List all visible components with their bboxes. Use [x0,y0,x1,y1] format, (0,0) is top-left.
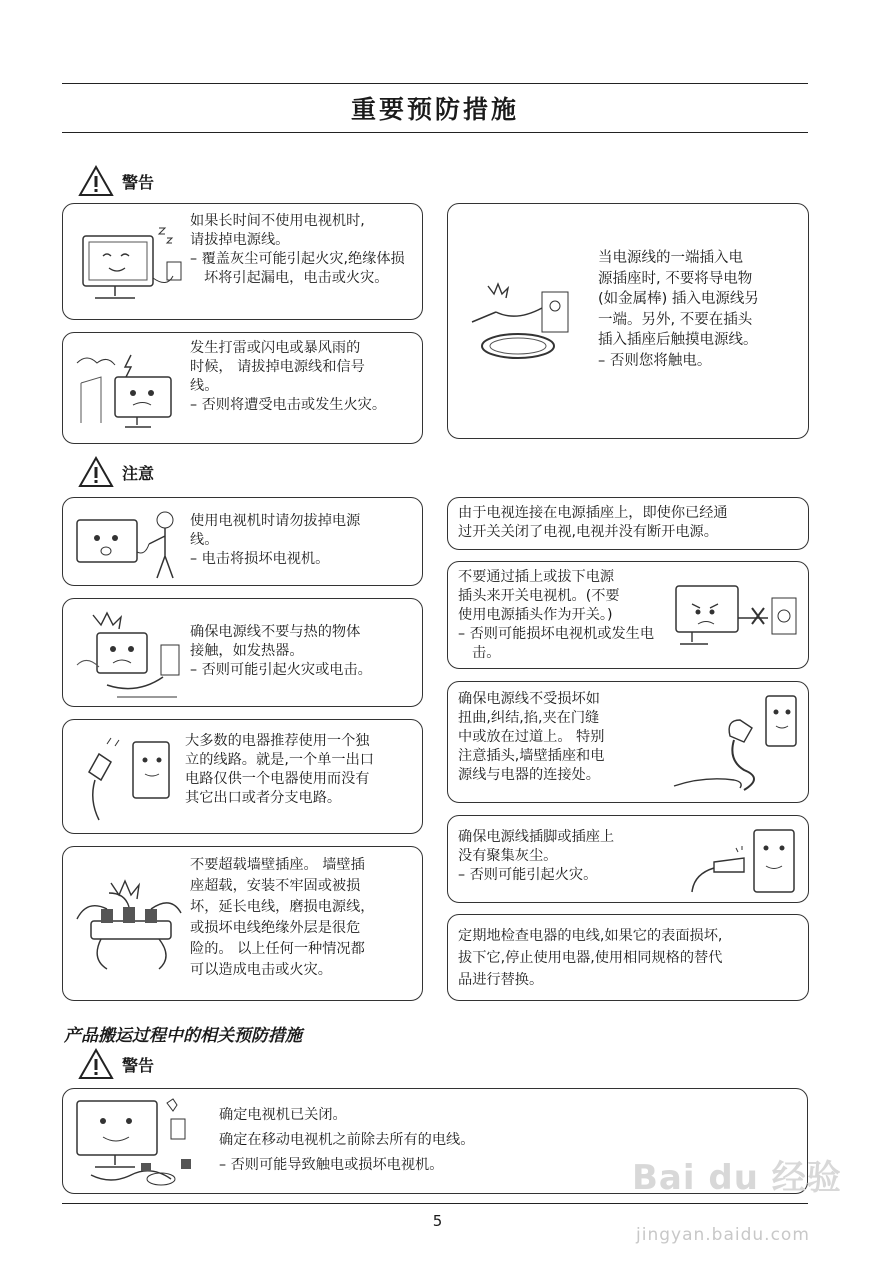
caution-heading [78,456,154,488]
caution-r4-line-2: 没有聚集灰尘。 [458,848,558,864]
outlet-plug-illustration [77,732,183,824]
caution-r5-line-2: 拔下它,停止使用电器,使用相同规格的替代 [458,950,723,966]
title-rule [62,132,808,133]
plug-shock-illustration [462,272,580,372]
tv-sleeping-illustration [75,218,187,306]
caution-box-circuit [62,719,423,834]
caution-box-dust [447,815,809,903]
caution-r5-line-1: 定期地检查电器的电线,如果它的表面损坏, [458,928,723,944]
transport-line-2: 确定在移动电视机之前除去所有的电线。 [219,1132,475,1148]
watermark-url: jingyan.baidu.com [636,1225,810,1245]
warning-box-thunder [62,332,423,444]
warning-3-line-4: 一端。另外, 不要在插头 [598,311,753,328]
caution-l1-line-1: 使用电视机时请勿拔掉电源 [190,513,361,529]
warning-2-bullet: – 否则将遭受电击或发生火灾。 [190,397,387,413]
caution-box-inspect [447,914,809,1001]
tv-cables-illustration [71,1093,201,1191]
caution-r3-line-1: 确保电源线不受损坏如 [458,691,600,707]
caution-r2-line-2: 插头来开关电视机。(不要 [458,588,620,604]
warning-box-unplug [62,203,423,320]
caution-l4-line-5: 险的。 以上任何一种情况都 [190,941,365,957]
warning-1-bullet: – 覆盖灰尘可能引起火灾,绝缘体损坏将引起漏电，电击或火灾。 [190,251,405,286]
caution-l4-line-6: 可以造成电击或火灾。 [190,962,332,978]
caution-l1-bullet: – 电击将损坏电视机。 [190,551,330,567]
transport-heading: 产品搬运过程中的相关预防措施 [64,1026,302,1046]
warning-2-line-2: 时候， 请拔掉电源线和信号 [190,359,365,375]
caution-r1-line-2: 过开关关闭了电视,电视并没有断开电源。 [458,524,718,540]
tv-unplug-illustration [672,576,802,656]
caution-box-still-powered [447,497,809,550]
caution-label: 注意 [122,463,155,483]
overloaded-strip-illustration [71,873,185,973]
caution-r4-bullet: – 否则可能引起火灾。 [458,867,598,883]
warning-3-line-3: (如金属棒) 插入电源线另 [598,291,759,307]
bottom-rule [62,1203,808,1204]
caution-triangle-icon [78,456,114,488]
caution-l3-line-3: 电路仅供一个电器使用而没有 [185,771,370,787]
caution-r3-line-2: 扭曲,纠结,掐,夹在门缝 [458,710,600,726]
transport-line-1: 确定电视机已关闭。 [219,1107,347,1123]
warning-triangle-icon [78,165,114,197]
warning-3-line-1: 当电源线的一端插入电 [598,250,743,266]
caution-l4-line-2: 座超载，安装不牢固或被损 [190,878,361,894]
transport-warning-label: 警告 [122,1055,155,1075]
caution-r2-line-1: 不要通过插上或拔下电源 [458,569,615,585]
caution-l2-line-1: 确保电源线不要与热的物体 [190,624,361,640]
caution-l1-line-2: 线。 [190,532,219,548]
top-rule [62,83,808,84]
page-title: 重要预防措施 [350,95,519,124]
watermark-brand: Bai du 经验 [632,1158,842,1198]
warning-heading [78,165,154,197]
caution-box-heat [62,598,423,707]
caution-box-no-unplug [62,497,423,586]
tv-heater-illustration [67,605,185,701]
caution-box-cord-damage [447,681,809,803]
caution-r3-line-4: 注意插头,墙壁插座和电 [458,748,605,764]
warning-3-bullet: – 否则您将触电。 [598,352,712,369]
caution-r2-line-3: 使用电源插头作为开关。) [458,607,613,623]
transport-warning-heading [78,1048,154,1080]
caution-box-plug-switch [447,561,809,669]
warning-box-conductive [447,203,809,439]
warning-label: 警告 [122,172,155,192]
dusty-outlet-illustration [684,822,804,900]
caution-r2-bullet: – 否则可能损坏电视机或发生电击。 [458,626,655,661]
tv-storm-illustration [71,343,187,435]
transport-bullet: – 否则可能导致触电或损坏电视机。 [219,1157,444,1173]
warning-1-line-2: 请拔掉电源线。 [190,232,290,248]
caution-l3-line-2: 立的线路。就是,一个单一出口 [185,752,374,768]
caution-r4-line-1: 确保电源线插脚或插座上 [458,829,615,845]
caution-l2-line-2: 接触，如发热器。 [190,643,304,659]
caution-box-overload [62,846,423,1001]
tv-person-illustration [71,506,183,582]
warning-3-line-2: 源插座时, 不要将导电物 [598,270,753,287]
warning-2-line-1: 发生打雷或闪电或暴风雨的 [190,340,361,356]
caution-l3-line-1: 大多数的电器推荐使用一个独 [185,733,370,749]
caution-r3-line-3: 中或放在过道上。 特别 [458,729,605,745]
caution-l4-line-4: 或损坏电线绝缘外层是很危 [190,920,361,936]
caution-r5-line-3: 品进行替换。 [458,972,544,988]
warning-1-line-1: 如果长时间不使用电视机时, [190,213,365,229]
caution-l3-line-4: 其它出口或者分支电路。 [185,790,342,806]
caution-l2-bullet: – 否则可能引起火灾或电击。 [190,662,372,678]
page-number: 5 [432,1212,443,1230]
transport-warning-triangle-icon [78,1048,114,1080]
caution-r1-line-1: 由于电视连接在电源插座上，即使你已经通 [458,505,728,521]
caution-r3-line-5: 源线与电器的连接处。 [458,767,600,783]
caution-l4-line-3: 坏，延长电线，磨损电源线， [190,899,375,915]
warning-2-line-3: 线。 [190,378,219,394]
warning-3-line-5: 插入插座后触摸电源线。 [598,332,758,348]
caution-l4-line-1: 不要超载墙壁插座。 墙壁插 [190,857,365,873]
cord-damage-illustration [670,690,804,796]
